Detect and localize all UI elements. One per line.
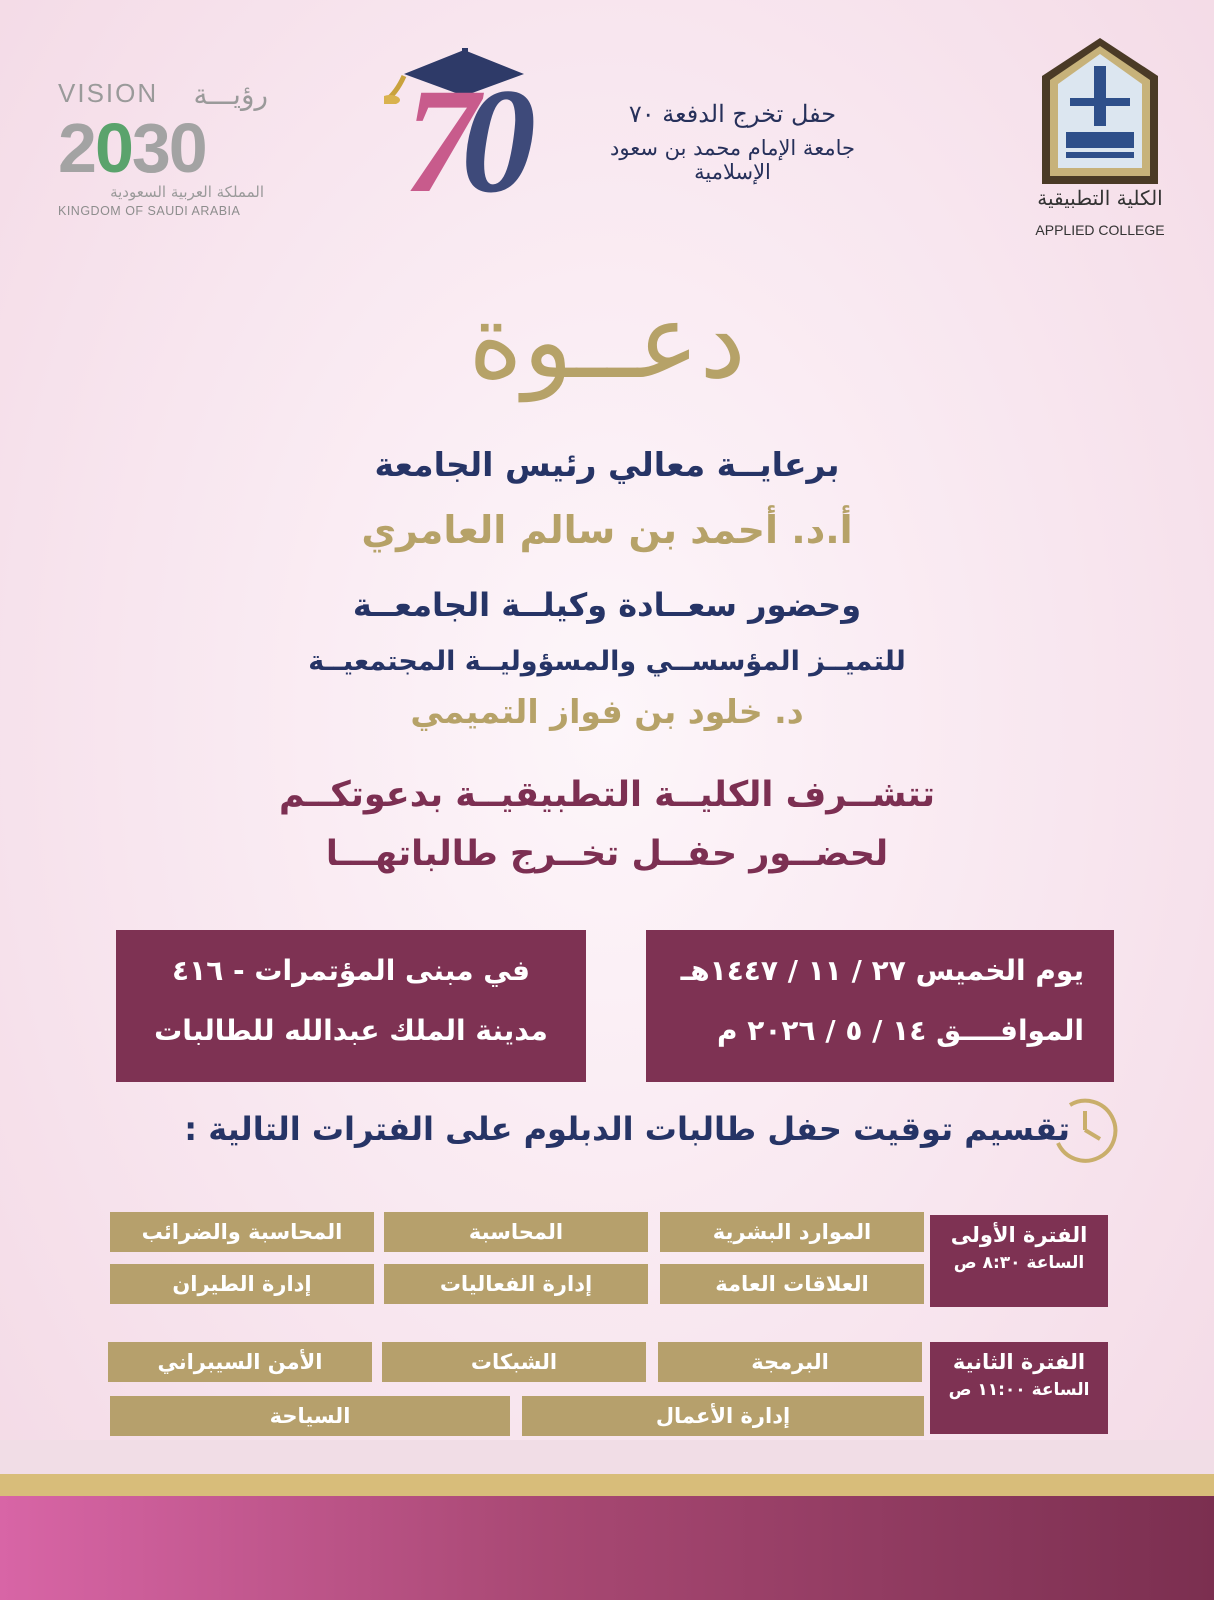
program-chip: السياحة	[110, 1396, 510, 1436]
period-label: الفترة الثانية	[952, 1350, 1086, 1374]
college-name-en: APPLIED COLLEGE	[1035, 222, 1165, 238]
hijri-date: يوم الخميس ٢٧ / ١١ / ١٤٤٧هـ	[680, 954, 1084, 987]
program-chip: المحاسبة والضرائب	[110, 1212, 374, 1252]
attendance-line: وحضور سعــادة وكيلــة الجامعــة	[352, 586, 862, 624]
digit-zero: 0	[461, 58, 518, 224]
footer-stripe-gold	[0, 1474, 1214, 1496]
honor-line-1: تتشــرف الكليــة التطبيقيــة بدعوتكــم	[279, 775, 935, 815]
program-chip: الأمن السيبراني	[108, 1342, 372, 1382]
university-name: جامعة الإمام محمد بن سعود الإسلامية	[610, 136, 855, 184]
program-chip: المحاسبة	[384, 1212, 648, 1252]
footer-band	[0, 1496, 1214, 1600]
attendance-role: للتميــز المؤسســي والمسؤوليــة المجتمعيــة	[308, 646, 906, 677]
vision-2030-logo	[58, 78, 268, 218]
ceremony-batch: حفل تخرج الدفعة ٧٠	[628, 100, 837, 128]
program-chip: العلاقات العامة	[660, 1264, 924, 1304]
vision-word-en: VISION	[58, 78, 159, 108]
attendance-name: د. خلود بن فواز التميمي	[410, 692, 804, 731]
patron-name: أ.د. أحمد بن سالم العامري	[361, 508, 853, 552]
program-chip: الشبكات	[382, 1342, 646, 1382]
period-first	[930, 1215, 1108, 1307]
program-chip: البرمجة	[658, 1342, 922, 1382]
vision-word-ar: رؤيـــة	[193, 78, 268, 111]
college-name-ar: الكلية التطبيقية	[1037, 186, 1163, 210]
program-chip: إدارة الفعاليات	[384, 1264, 648, 1304]
patron-line: برعايــة معالي رئيس الجامعة	[374, 445, 840, 484]
date-box	[646, 930, 1114, 1082]
anniversary-70-logo	[384, 44, 584, 224]
venue-box	[116, 930, 586, 1082]
digit-seven: 7	[404, 58, 461, 224]
schedule-title: تقسيم توقيت حفل طالبات الدبلوم على الفترات التالية :	[184, 1110, 1070, 1148]
footer-stripe-light	[0, 1440, 1214, 1474]
venue-building: في مبنى المؤتمرات - ٤١٦	[172, 954, 530, 987]
vision-country-en: KINGDOM OF SAUDI ARABIA	[58, 204, 241, 218]
program-chip: إدارة الطيران	[110, 1264, 374, 1304]
invitation-title: دعــوة	[468, 280, 746, 402]
program-chip: الموارد البشرية	[660, 1212, 924, 1252]
honor-line-2: لحضــور حفــل تخــرج طالباتهـــا	[325, 834, 889, 874]
period-second	[930, 1342, 1108, 1434]
vision-year: 2030	[58, 109, 206, 187]
university-logo	[1040, 36, 1160, 186]
period-label: الفترة الأولى	[950, 1223, 1088, 1247]
gregorian-date: الموافــــق ١٤ / ٥ / ٢٠٢٦ م	[716, 1014, 1084, 1047]
ceremony-heading	[600, 100, 865, 210]
venue-city: مدينة الملك عبدالله للطالبات	[154, 1014, 548, 1047]
vision-country-ar: المملكة العربية السعودية	[110, 183, 264, 201]
program-chip: إدارة الأعمال	[522, 1396, 924, 1436]
period-time: الساعة ٨:٣٠ ص	[953, 1253, 1085, 1273]
period-time: الساعة ١١:٠٠ ص	[948, 1380, 1090, 1400]
